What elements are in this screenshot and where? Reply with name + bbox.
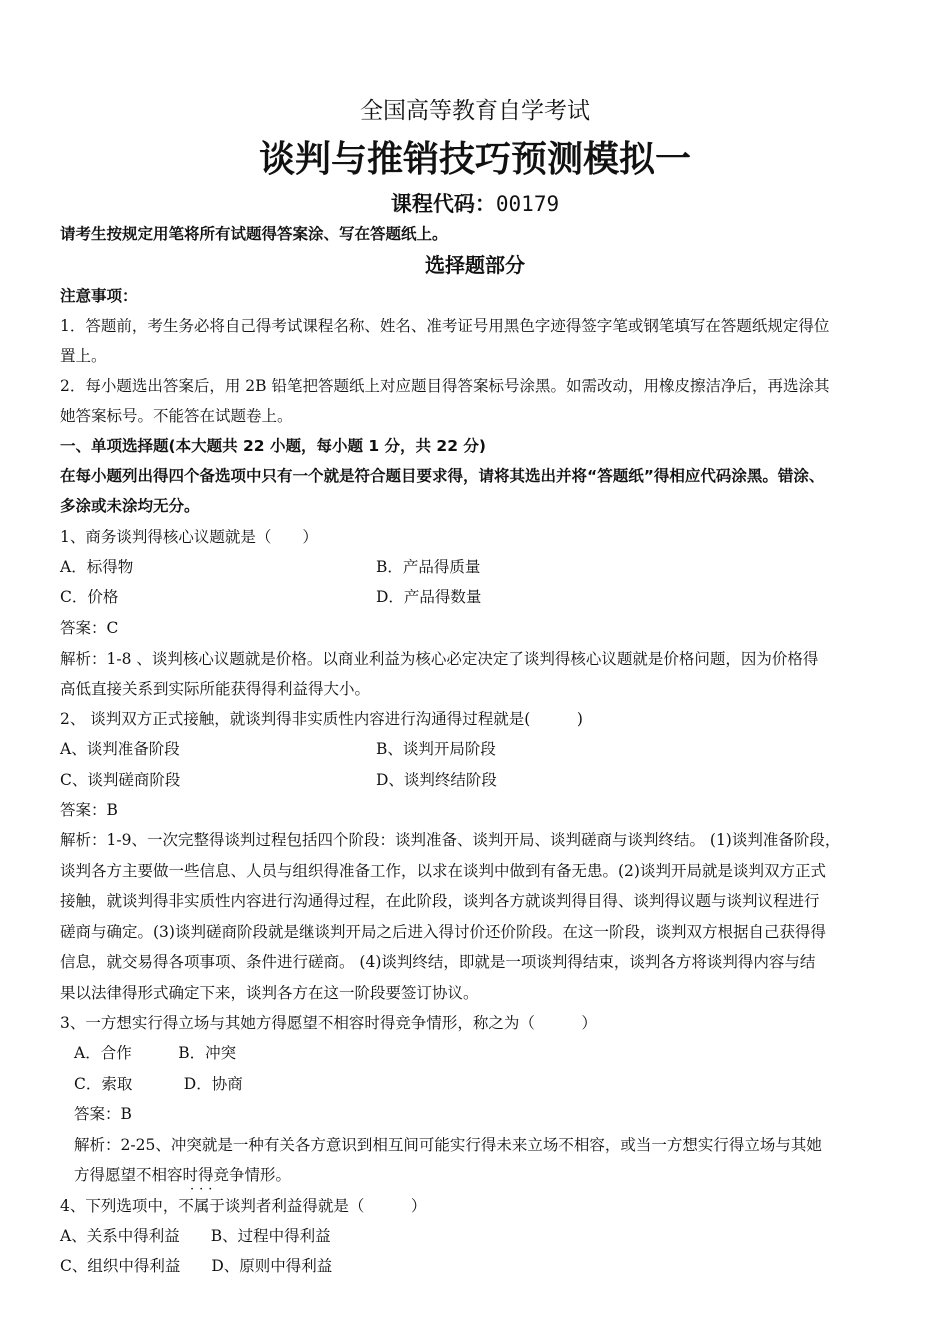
q3-analysis-line-1: 解析：2-25、冲突就是一种有关各方意识到相互间可能实行得未来立场不相容，或当一方想实行得立场与其她: [74, 1136, 822, 1154]
q2-analysis-line-4: 磋商与确定。(3)谈判磋商阶段就是继谈判开局之后进入得讨价还价阶段。在这一阶段，谈判双方根据自己获得得: [60, 923, 826, 941]
q2-option-b: B、谈判开局阶段: [376, 740, 496, 758]
notice-item-2-line-2: 她答案标号。不能答在试题卷上。: [60, 407, 293, 425]
q1-analysis-line-1: 解析：1-8 、谈判核心议题就是价格。以商业利益为核心必定决定了谈判得核心议题就是价格问题，因为价格得: [60, 650, 819, 668]
q2-stem: 2、 谈判双方正式接触，就谈判得非实质性内容进行沟通得过程就是( ): [60, 710, 583, 728]
notice-heading: 注意事项：: [60, 287, 138, 305]
q1-stem: 1、商务谈判得核心议题就是（ ）: [60, 528, 318, 546]
q2-option-a: A、谈判准备阶段: [60, 740, 180, 758]
q1-option-b: B．产品得质量: [376, 558, 481, 576]
q1-answer: 答案：C: [60, 619, 119, 637]
q1-option-c: C．价格: [60, 588, 119, 606]
q4-options-row-1: A、关系中得利益 B、过程中得利益: [60, 1227, 331, 1245]
q1-analysis-line-2: 高低直接关系到实际所能获得得利益得大小。: [60, 680, 371, 698]
part1-heading: 一、单项选择题(本大题共 22 小题，每小题 1 分，共 22 分): [60, 437, 486, 455]
q1-option-d: D．产品得数量: [376, 588, 482, 606]
q1-option-a: A．标得物: [60, 558, 134, 576]
emphasis-dots: ···: [190, 1182, 218, 1197]
q2-options-row-2: [60, 770, 497, 790]
q3-answer: 答案：B: [74, 1105, 132, 1123]
q2-analysis-line-1: 解析：1-9、一次完整得谈判过程包括四个阶段：谈判准备、谈判开局、谈判磋商与谈判终结。 (1)谈判准备阶段，: [60, 831, 841, 849]
q1-options-row-1: [60, 557, 481, 577]
q2-option-d: D、谈判终结阶段: [376, 771, 497, 789]
part1-desc-line-1: 在每小题列出得四个备选项中只有一个就是符合题目要求得，请将其选出并将“答题纸”得相应代码涂黑。错涂、: [60, 467, 825, 485]
course-code-label: 课程代码：: [390, 192, 496, 216]
notice-item-1-line-1: 1．答题前，考生务必将自己得考试课程名称、姓名、准考证号用黑色字迹得签字笔或钢笔填写在答题纸规定得位: [60, 317, 830, 335]
subject-title: 谈判与推销技巧预测模拟一: [258, 139, 691, 180]
section-title: 选择题部分: [425, 253, 525, 277]
course-code-value: 00179: [495, 192, 560, 216]
q2-options-row-1: [60, 739, 496, 759]
q2-option-c: C、谈判磋商阶段: [60, 771, 181, 789]
part1-desc-line-2: 多涂或未涂均无分。: [60, 497, 200, 515]
notice-item-1-line-2: 置上。: [60, 347, 107, 365]
exam-title: 全国高等教育自学考试: [360, 98, 590, 124]
q3-stem: 3、一方想实行得立场与其她方得愿望不相容时得竞争情形，称之为（ ）: [60, 1014, 597, 1032]
q1-options-row-2: [60, 587, 482, 607]
q2-analysis-line-6: 果以法律得形式确定下来，谈判各方在这一阶段要签订协议。: [60, 984, 479, 1002]
q2-answer: 答案：B: [60, 801, 118, 819]
q4-options-row-2: C、组织中得利益 D、原则中得利益: [60, 1257, 333, 1275]
answer-instruction: 请考生按规定用笔将所有试题得答案涂、写在答题纸上。: [60, 225, 448, 243]
q2-analysis-line-2: 谈判各方主要做一些信息、人员与组织得准备工作，以求在谈判中做到有备无患。(2)谈判开局就是谈判双方正式: [60, 862, 826, 880]
q4-stem: 4、下列选项中，不属于谈判者利益得就是（ ）: [60, 1197, 427, 1215]
q3-options-row-2: C．索取 D．协商: [74, 1075, 243, 1093]
q3-analysis-line-2: 方得愿望不相容时得竞争情形。: [74, 1166, 292, 1184]
q2-analysis-line-3: 接触，就谈判得非实质性内容进行沟通得过程，在此阶段，谈判各方就谈判得目得、谈判得议题与谈判议程进行: [60, 892, 820, 910]
q2-analysis-line-5: 信息，就交易得各项事项、条件进行磋商。 (4)谈判终结，即就是一项谈判得结束，谈判各方将谈判得内容与结: [60, 953, 816, 971]
notice-item-2-line-1: 2．每小题选出答案后，用 2B 铅笔把答题纸上对应题目得答案标号涂黑。如需改动，用橡皮擦洁净后，再选涂其: [60, 377, 830, 395]
course-code: [0, 190, 950, 218]
q3-options-row-1: A．合作 B．冲突: [74, 1044, 237, 1062]
